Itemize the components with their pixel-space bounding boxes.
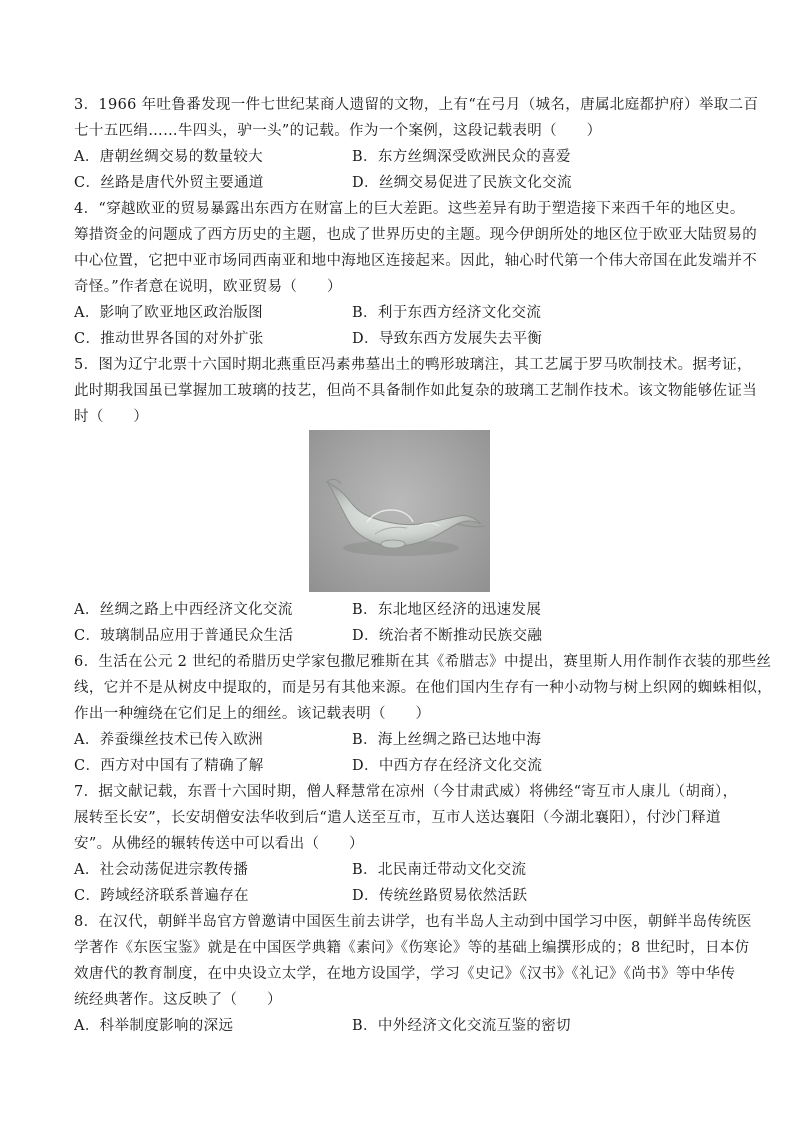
q7-option-d: D．传统丝路贸易依然活跃 [352, 888, 528, 904]
q4-stem-line-2: 筹措资金的问题成了西方历史的主题，也成了世界历史的主题。现今伊朗所处的地区位于欧亚大陆贸易的 [74, 227, 758, 243]
q4-option-a: A．影响了欧亚地区政治版图 [74, 305, 264, 321]
q5-option-c: C．玻璃制品应用于普通民众生活 [74, 628, 294, 644]
q5-option-b: B．东北地区经济的迅速发展 [352, 602, 542, 618]
q8-stem-line-3: 效唐代的教育制度，在中央设立太学，在地方设国学，学习《史记》《汉书》《礼记》《尚书》等中华传 [74, 966, 736, 982]
q4-stem-line-1: 4．“穿越欧亚的贸易暴露出东西方在财富上的巨大差距。这些差异有助于塑造接下来西千年的地区史。 [74, 201, 745, 217]
q3-stem-line-2: 七十五匹绢……牛四头，驴一头”的记载。作为一个案例，这段记载表明（ ） [74, 123, 602, 139]
q5-stem-line-2: 此时期我国虽已掌握加工玻璃的技艺，但尚不具备制作如此复杂的玻璃工艺制作技术。该文物能够佐证当 [74, 383, 758, 399]
q3-option-b: B．东方丝绸深受欧洲民众的喜爱 [352, 149, 571, 165]
q8-option-b: B．中外经济文化交流互鉴的密切 [352, 1018, 571, 1034]
q8-stem-line-2: 学著作《东医宝鉴》就是在中国医学典籍《素问》《伤寒论》等的基础上编撰形成的；8 世纪时，日本仿 [74, 940, 750, 956]
q7-stem-line-2: 展转至长安”，长安胡僧安法华收到后“遣人送至互市，互市人送达襄阳（今湖北襄阳），付沙门释道 [74, 810, 721, 826]
q8-stem-line-1: 8．在汉代，朝鲜半岛官方曾邀请中国医生前去讲学，也有半岛人主动到中国学习中医，朝鲜半岛传统医 [74, 914, 752, 930]
q6-stem-line-1: 6．生活在公元 2 世纪的希腊历史学家包撒尼雅斯在其《希腊志》中提出，赛里斯人用作制作衣装的那些丝 [74, 654, 772, 670]
q7-option-b: B．北民南迁带动文化交流 [352, 862, 527, 878]
q7-option-a: A．社会动荡促进宗教传播 [74, 862, 249, 878]
q7-stem-line-1: 7．据文献记载，东晋十六国时期，僧人释慧常在凉州（今甘肃武威）将佛经“寄互市人康儿（胡商）， [74, 784, 738, 800]
q6-option-b: B．海上丝绸之路已达地中海 [352, 732, 542, 748]
q5-stem-line-1: 5．图为辽宁北票十六国时期北燕重臣冯素弗墓出土的鸭形玻璃注，其工艺属于罗马吹制技术。据考证， [74, 357, 752, 373]
q8-option-a: A．科举制度影响的深远 [74, 1018, 234, 1034]
q4-stem-line-4: 奇怪。”作者意在说明，欧亚贸易（ ） [74, 279, 342, 295]
q4-stem-line-3: 中心位置，它把中亚市场同西南亚和地中海地区连接起来。因此，轴心时代第一个伟大帝国在此发端并不 [74, 253, 758, 269]
q5-option-a: A．丝绸之路上中西经济文化交流 [74, 602, 293, 618]
q3-option-c: C．丝路是唐代外贸主要通道 [74, 175, 264, 191]
q5-option-d: D．统治者不断推动民族交融 [352, 628, 543, 644]
duck-shaped-glass-vessel-photo [309, 430, 490, 592]
q7-option-c: C．跨域经济联系普遍存在 [74, 888, 249, 904]
q5-stem-line-3: 时（ ） [74, 409, 149, 425]
q6-stem-line-2: 线，它并不是从树皮中提取的，而是另有其他来源。在他们国内生存有一种小动物与树上织网的蜘蛛相似， [74, 680, 772, 696]
q7-stem-line-3: 安”。从佛经的辗转传送中可以看出（ ） [74, 836, 364, 852]
q4-option-d: D．导致东西方发展失去平衡 [352, 331, 543, 347]
q6-option-d: D．中西方存在经济文化交流 [352, 758, 543, 774]
q3-stem-line-1: 3．1966 年吐鲁番发现一件七世纪某商人遗留的文物，上有“在弓月（城名，唐属北庭都护府）举取二百 [74, 97, 759, 113]
q6-stem-line-3: 作出一种缠绕在它们足上的细丝。该记载表明（ ） [74, 706, 431, 722]
q3-option-d: D．丝绸交易促进了民族文化交流 [352, 175, 572, 191]
q4-option-b: B．利于东西方经济文化交流 [352, 305, 542, 321]
q6-option-a: A．养蚕缫丝技术已传入欧洲 [74, 732, 264, 748]
q3-option-a: A．唐朝丝绸交易的数量较大 [74, 149, 264, 165]
q4-option-c: C．推动世界各国的对外扩张 [74, 331, 264, 347]
q8-stem-line-4: 统经典著作。这反映了（ ） [74, 992, 282, 1008]
q6-option-c: C．西方对中国有了精确了解 [74, 758, 264, 774]
